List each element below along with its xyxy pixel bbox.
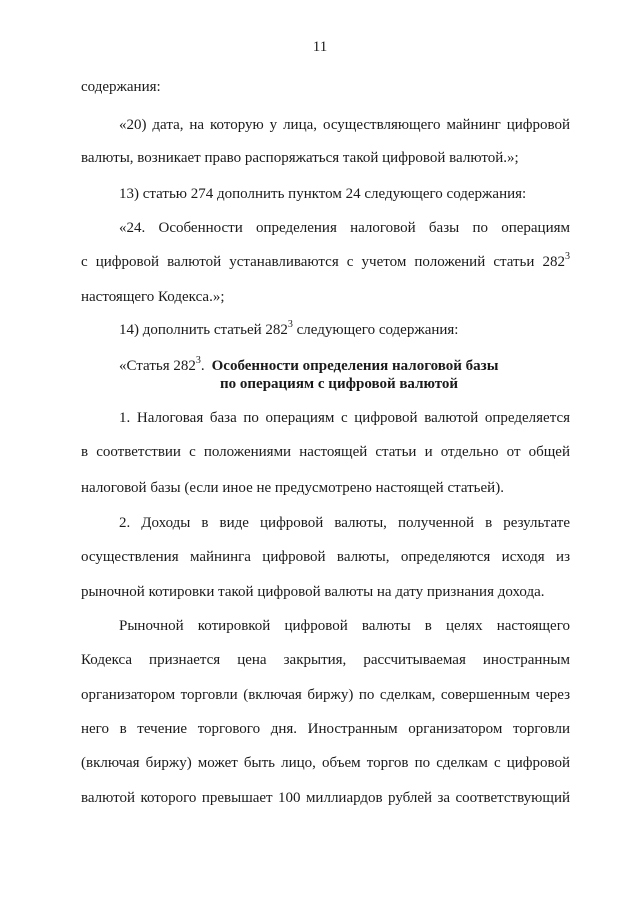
text-line: (включая биржу) может быть лицо, объем торгов по сделкам с цифровой	[81, 755, 570, 771]
superscript: 3	[565, 251, 570, 262]
text-line: организатором торговли (включая биржу) по сделкам, совершенным через	[81, 687, 570, 703]
text-line	[81, 253, 570, 271]
article-title-cont: по операциям с цифровой валютой	[220, 376, 459, 392]
text-line: рыночной котировки такой цифровой валюты на дату признания дохода.	[81, 584, 545, 600]
text-line: «20) дата, на которую у лица, осуществляющего майнинг цифровой	[119, 117, 570, 133]
text-line: валютой которого превышает 100 миллиардов рублей за соответствующий	[81, 790, 570, 806]
text-line: него в течение торгового дня. Иностранным организатором торговли	[81, 721, 570, 737]
page-number: 11	[312, 39, 328, 55]
text-line: Кодекса признается цена закрытия, рассчитываемая иностранным	[81, 652, 570, 668]
text-line: Рыночной котировкой цифровой валюты в целях настоящего	[119, 618, 570, 634]
text-fragment: с цифровой валютой устанавливаются с учетом положений статьи 282	[81, 254, 565, 270]
article-heading	[119, 357, 498, 375]
text-line: в соответствии с положениями настоящей статьи и отдельно от общей	[81, 444, 570, 460]
text-line: содержания:	[81, 79, 161, 95]
article-prefix: «Статья 282	[119, 358, 196, 374]
text-line: 1. Налоговая база по операциям с цифровой валютой определяется	[119, 410, 570, 426]
text-line: 2. Доходы в виде цифровой валюты, полученной в результате	[119, 515, 570, 531]
text-line: налоговой базы (если иное не предусмотрено настоящей статьей).	[81, 480, 504, 496]
text-line: настоящего Кодекса.»;	[81, 289, 225, 305]
text-line: осуществления майнинга цифровой валюты, определяются исходя из	[81, 549, 570, 565]
text-fragment: 14) дополнить статьей 282	[119, 322, 288, 338]
text-fragment: следующего содержания:	[292, 322, 459, 338]
text-line: валюты, возникает право распоряжаться такой цифровой валютой.»;	[81, 150, 519, 166]
text-line	[119, 321, 458, 339]
superscript: 3	[195, 355, 201, 366]
text-line: «24. Особенности определения налоговой базы по операциям	[119, 220, 570, 236]
article-title: Особенности определения налоговой базы	[211, 358, 499, 374]
superscript: 3	[287, 319, 293, 330]
text-line: 13) статью 274 дополнить пунктом 24 следующего содержания:	[119, 186, 527, 202]
article-dot: .	[200, 358, 205, 374]
